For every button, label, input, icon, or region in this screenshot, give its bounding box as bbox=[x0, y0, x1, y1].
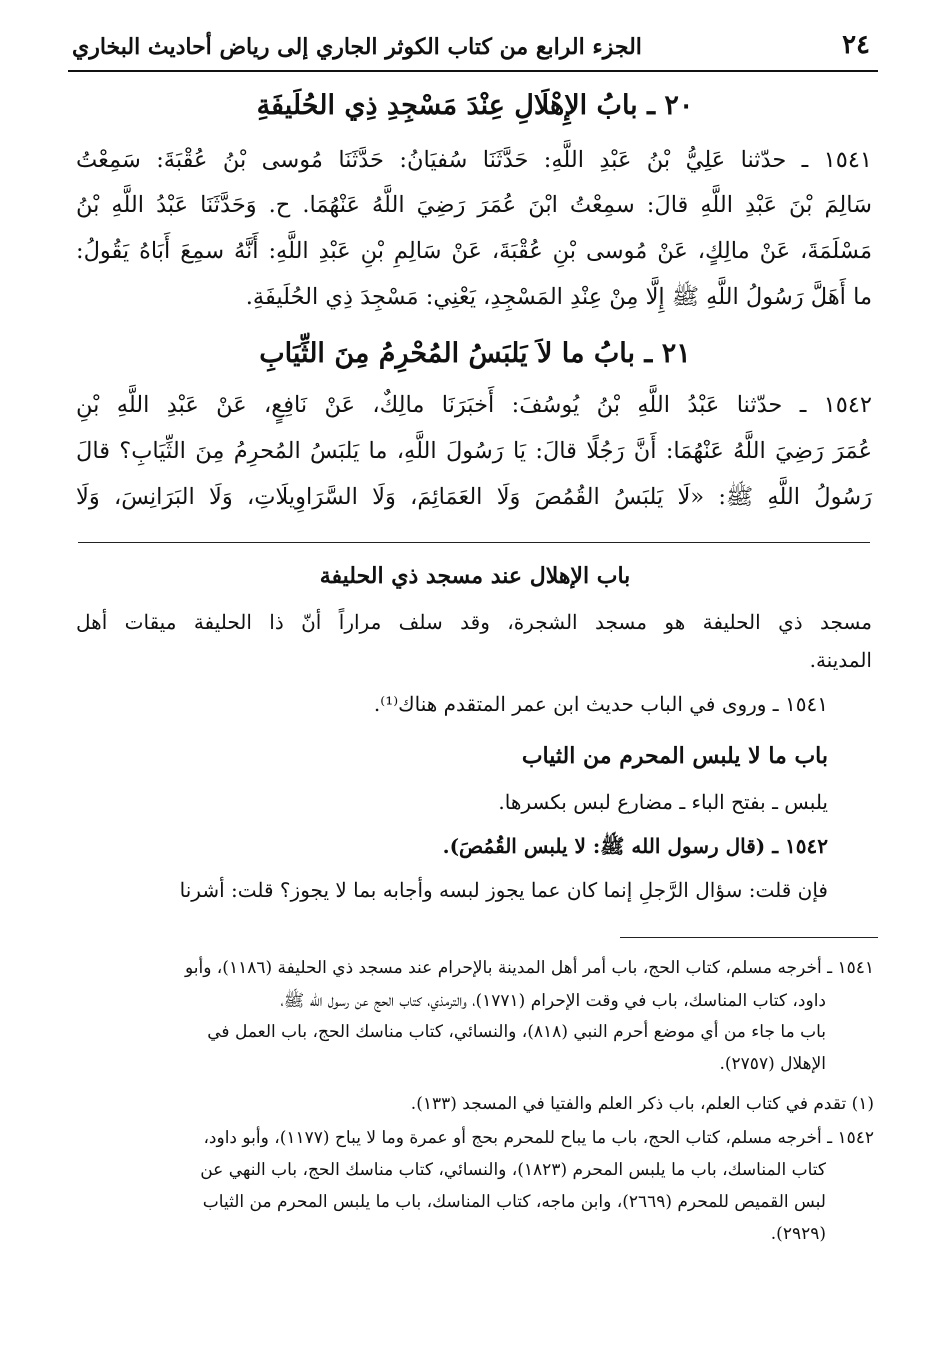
chapter-21-heading: ٢١ ـ بابُ ما لاَ يَلبَسُ المُحْرِمُ مِنَ الثِّيَابِ bbox=[259, 338, 691, 369]
footnote-1541-line-4: الإهلال (٢٧٥٧). bbox=[719, 1054, 826, 1074]
footnote-1541-line-1: ١٥٤١ ـ أخرجه مسلم، كتاب الحج، باب أمر أهل المدينة بالإحرام عند مسجد ذي الحليفة (١١٨٦)، وأبو bbox=[184, 958, 874, 978]
chapter-20-heading: ٢٠ ـ بابُ الإِهْلَالِ عِنْدَ مَسْجِدِ ذِي الحُلَيفَةِ bbox=[256, 90, 694, 121]
footnote-1542-line-1: ١٥٤٢ ـ أخرجه مسلم، كتاب الحج، باب ما يباح للمحرم بحج أو عمرة وما لا يباح (١١٧٧)، وأبو داود، bbox=[203, 1128, 874, 1148]
hadith-1541-line-4: ما أَهَلَّ رَسُولُ اللَّهِ ﷺ إِلَّا مِنْ عِنْدِ المَسْجِدِ، يَعْنِي: مَسْجِدَ ذِي الحُلَيفَةِ. bbox=[245, 284, 872, 310]
footnote-1541-line-3: باب ما جاء من أي موضع أحرم النبي (٨١٨)، والنسائي، كتاب مناسك الحج، باب العمل في bbox=[207, 1022, 826, 1042]
footnote-1542-line-2: كتاب المناسك، باب ما يلبس المحرم (١٨٢٣)، والنسائي، كتاب مناسك الحج، باب النهي عن bbox=[200, 1160, 826, 1180]
commentary-hadith-1542: ١٥٤٢ ـ (قال رسول الله ﷺ: لا يلبس القُمُصَ). bbox=[442, 834, 828, 858]
header-rule bbox=[68, 70, 878, 72]
hadith-1541-line-2: سَالِمَ بْنَ عَبْدِ اللَّهِ قالَ: سمِعْتُ ابْنَ عُمَرَ رَضِيَ اللَّهُ عَنْهُمَا. ح. وَحَدَّثَنَا عَبْدُ اللَّهِ بْنُ bbox=[76, 192, 872, 218]
commentary-section-2-title: باب ما لا يلبس المحرم من الثياب bbox=[521, 743, 828, 769]
footnote-rule bbox=[620, 937, 878, 938]
matn-commentary-divider bbox=[78, 542, 870, 543]
hadith-1542-line-2: عُمَرَ رَضِيَ اللَّهُ عَنْهُمَا: أَنَّ رَجُلًا قالَ: يَا رَسُولَ اللَّهِ، ما يَلبَسُ المُحرِمُ مِنَ الثِّيَابِ؟ قالَ bbox=[76, 438, 872, 464]
footnote-1: (١) تقدم في كتاب العلم، باب ذكر العلم والفتيا في المسجد (١٣٣). bbox=[410, 1094, 874, 1114]
running-title: الجزء الرابع من كتاب الكوثر الجاري إلى رياض أحاديث البخاري bbox=[72, 34, 642, 60]
commentary-line-2: المدينة. bbox=[809, 648, 872, 672]
page-header bbox=[68, 26, 878, 70]
commentary-line-1: مسجد ذي الحليفة هو مسجد الشجرة، وقد سلف مراراً أنّ ذا الحليفة ميقات أهل bbox=[76, 610, 872, 634]
hadith-1541-line-3: مَسْلَمَةَ، عَنْ مالِكٍ، عَنْ مُوسى بْنِ عُقْبَةَ، عَنْ سَالِمِ بْنِ عَبْدِ اللَّهِ: أَنَّهُ سمِعَ أَبَاهُ يَقُولُ: bbox=[76, 238, 872, 264]
footnote-1541-line-2: داود، كتاب المناسك، باب في وقت الإحرام (١٧٧١)، والترمذي، كتاب الحج عن رسول الله ﷺ، bbox=[280, 991, 826, 1011]
commentary-hadith-1541: ١٥٤١ ـ وروى في الباب حديث ابن عمر المتقدم هناك⁽¹⁾. bbox=[373, 692, 828, 716]
footnote-1542-line-4: (٢٩٢٩). bbox=[770, 1224, 826, 1244]
commentary-section-1-title: باب الإهلال عند مسجد ذي الحليفة bbox=[319, 563, 631, 589]
commentary-line-4: فإن قلت: سؤال الرَّجلِ إنما كان عما يجوز لبسه وأجابه بما لا يجوز؟ قلت: أشرنا bbox=[179, 878, 828, 902]
commentary-line-3: يلبس ـ بفتح الباء ـ مضارع لبس بكسرها. bbox=[498, 790, 828, 814]
hadith-1542-line-3: رَسُولُ اللَّهِ ﷺ: «لَا يَلبَسُ القُمُصَ وَلَا العَمَائِمَ، وَلَا السَّرَاوِيلَاتِ، وَلَا البَرَانِسَ، وَلَا bbox=[76, 484, 872, 510]
hadith-1541-line-1: ١٥٤١ ـ حدّثنا عَلِيُّ بْنُ عَبْدِ اللَّهِ: حَدَّثَنَا سُفيَانُ: حَدَّثَنَا مُوسى بْنُ عُقْبَةَ: سَمِعْتُ bbox=[76, 147, 872, 173]
page-number: ٢٤ bbox=[842, 30, 870, 60]
footnote-1542-line-3: لبس القميص للمحرم (٢٦٦٩)، وابن ماجه، كتاب المناسك، باب ما يلبس المحرم من الثياب bbox=[202, 1192, 826, 1212]
hadith-1542-line-1: ١٥٤٢ ـ حدّثنا عَبْدُ اللَّهِ بْنُ يُوسُفَ: أَخبَرَنَا مالِكٌ، عَنْ نَافِعٍ، عَنْ عَبْدِ اللَّهِ بْنِ bbox=[76, 392, 872, 418]
